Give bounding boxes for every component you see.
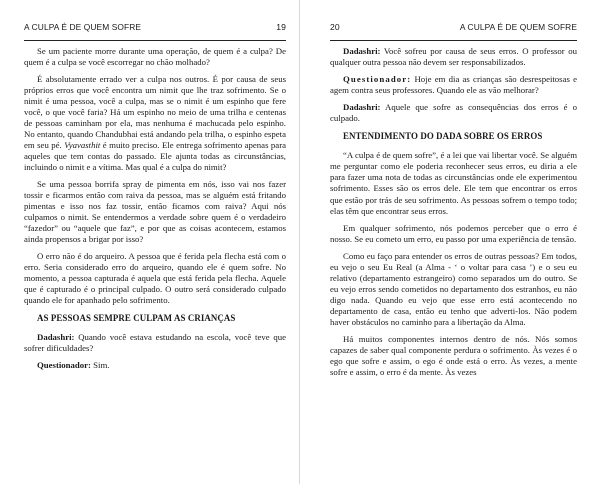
dialogue-text: Aquele que sofre as consequências dos erros é o culpado. — [330, 102, 577, 124]
speaker-label: Dadashri: — [343, 102, 381, 113]
speaker-label: Dadashri: — [37, 332, 75, 343]
running-title: A CULPA É DE QUEM SOFRE — [24, 22, 142, 32]
dialogue-text: Você sofreu por causa de seus erros. O professor ou qualquer outra pessoa não devem ser responsabilizados. — [330, 46, 577, 68]
speaker-label: Dadashri: — [343, 46, 381, 56]
section-heading: ENTENDIMENTO DO DADA SOBRE OS ERROS — [343, 131, 543, 142]
dialogue-line — [24, 360, 286, 371]
running-head — [24, 22, 286, 41]
dialogue-line — [330, 102, 577, 124]
paragraph: Como eu faço para entender os erros de outras pessoas? Em todos, eu vejo o seu Eu Real (a Alma - ‘ o voltar para casa ’) e o seu eu relativo (departamento estrangeiro) como separados um do outro. Se eu vejo erros sendo cometidos no departamento dos estranhos, eu não digo nada. Quando eu vejo que esse erro está acontecendo no departamento de casa, então eu tenho que adverti-los. Não podem haver obstáculos no caminho para a libertação da Alma. — [330, 250, 577, 327]
page-body — [24, 46, 286, 371]
dialogue-line — [24, 332, 286, 354]
section-heading: AS PESSOAS SEMPRE CULPAM AS CRIANÇAS — [37, 313, 236, 324]
emphasis-term: Vyavasthit — [64, 140, 101, 151]
page-body — [330, 46, 577, 378]
paragraph-text: É absolutamente errado ver a culpa nos outros. É por causa de seus próprios erros que você encontra um nimit que lhe traz sofrimento. Se o nimit é uma pessoa, você a culpa, mas se o nimit é um espinho que fere você, o que você faria? Há um espinho no meio de uma trilha e centenas de pessoas caminham por ela, mas nenhuma é machucada pelo espinho. No entanto, quando Chandubhai está andando pela trilha, o espinho espeta em seu pé. — [24, 74, 286, 151]
speaker-label: Questionador: — [343, 74, 412, 85]
dialogue-text: Quando você estava estudando na escola, você teve que sofrer dificuldades? — [24, 332, 286, 354]
right-page — [300, 0, 599, 484]
paragraph — [24, 74, 286, 173]
paragraph: Há muitos componentes internos dentro de nós. Nós somos capazes de saber qual componente perdura o sofrimento. Às vezes é o ego que sofre e assim, o ego é onde está o erro. Às vezes, a mente sofre e assim, o erro é da mente. Às vezes — [330, 334, 577, 378]
paragraph-text: é muito preciso. Ele entrega sofrimento apenas para aqueles que tem contas do passado. Ele ajunta todas as circunstâncias, incluindo o nimit e a vítima. Mas qual é a culpa do nimit? — [24, 140, 286, 173]
paragraph: Se uma pessoa borrifa spray de pimenta em nós, isso vai nos fazer tossir e ficarmos então com raiva da pessoa, mas se alguém está fritando pimentas e isso nos faz tossir, então ficamos com raiva? Aqui nós culpamos o nimit. Se entendermos a verdade sobre quem é o verdadeiro “fazedor” ou “aquele que faz”, e por que as coisas acontecem, estamos ainda propensos a brigar por isso? — [24, 178, 286, 244]
paragraph: Se um paciente morre durante uma operação, de quem é a culpa? De quem é a culpa se você escorregar no chão molhado? — [24, 46, 286, 68]
page-number: 19 — [276, 22, 286, 32]
running-title: A CULPA É DE QUEM SOFRE — [459, 22, 577, 32]
dialogue-line — [330, 46, 577, 68]
paragraph: O erro não é do arqueiro. A pessoa que é ferida pela flecha está com o erro. Seria considerado erro do arqueiro, quando ele é quem sofre. No momento, a pessoa capturada é aquela que está ferida pela flecha. Aquele que é capturado é o principal culpado. O outro será considerado culpado quando ele for apanhado pelo sofrimento. — [24, 250, 286, 305]
speaker-label: Questionador: — [37, 360, 91, 371]
paragraph: Em qualquer sofrimento, nós podemos perceber que o erro é nosso. Se eu cometo um erro, eu passo por uma experiência de tensão. — [330, 222, 577, 244]
page-number: 20 — [330, 22, 340, 32]
dialogue-line — [330, 74, 577, 96]
dialogue-text: Hoje em dia as crianças são desrespeitosas e agem contra seus professores. Quando ele as vão melhorar? — [330, 74, 577, 96]
paragraph: “A culpa é de quem sofre”, é a lei que vai libertar você. Se alguém me perguntar como ele poderia reconhecer seus erros, eu diria a ele para fazer uma nota de todas as circunstâncias onde ele experimentou sofrimento. Esses são os erros dele. Ele tem que encontrar os erros que estão por trás de seu sofrimento. As pessoas sofrem o tempo todo; elas têm que encontrar seus erros. — [330, 150, 577, 216]
running-head — [330, 22, 577, 41]
dialogue-text: Sim. — [90, 360, 110, 371]
